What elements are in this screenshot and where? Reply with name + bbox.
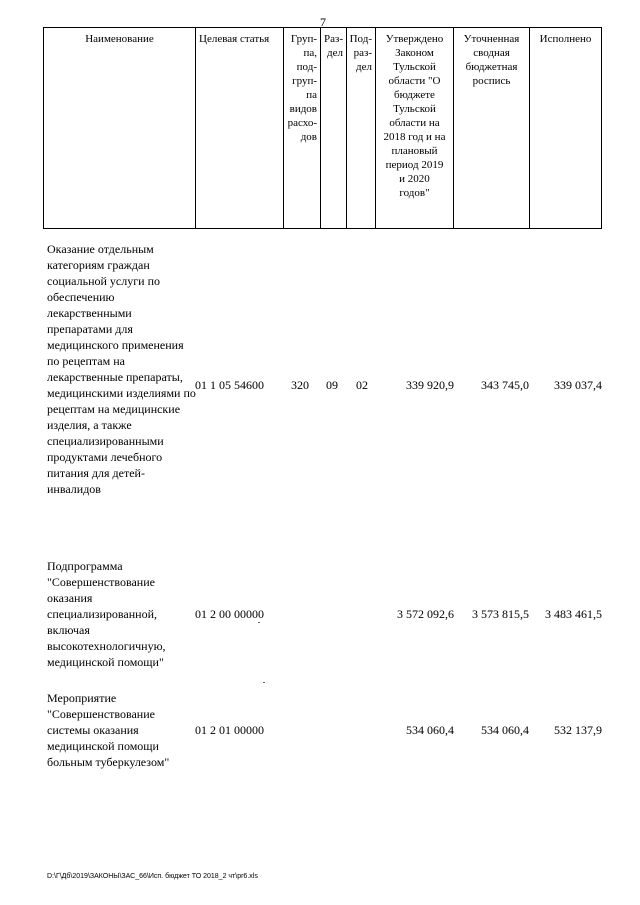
row-name: Оказание отдельным категориям граждан социальной услуги по обеспечению лекарственными препаратами для медицинского применения по рецептам на лекарственные препараты, медицинскими изделиями по рецептам на медицинские изделия, а также специализированными продуктами лечебного питания для детей-инвалидов	[47, 242, 196, 496]
header-approved: Утверждено Законом Тульской области "О бюджете Тульской области на 2018 год и на плановый период 2019 и 2020 годов"	[376, 28, 454, 229]
row-code: 01 2 01 00000	[195, 723, 264, 737]
header-target-article: Целевая статья	[196, 28, 284, 229]
row-name: Мероприятие "Совершенствование системы оказания медицинской помощи больным туберкулезом"	[47, 691, 170, 769]
row-refined: 343 745,0	[481, 378, 529, 392]
row-group: 320	[291, 378, 309, 392]
row-approved: 3 572 092,6	[397, 607, 454, 621]
row-approved: 339 920,9	[406, 378, 454, 392]
header-name: Наименование	[44, 28, 196, 229]
row-executed: 532 137,9	[554, 723, 602, 737]
header-section: Раз- дел	[321, 28, 347, 229]
row-approved: 534 060,4	[406, 723, 454, 737]
header-executed: Исполнено	[530, 28, 602, 229]
row-name: Подпрограмма "Совершенствование оказания специализированной, включая высокотехнологичную, медицинской помощи"	[47, 559, 166, 669]
row-code: 01 1 05 54600	[195, 378, 264, 392]
row-executed: 339 037,4	[554, 378, 602, 392]
row-executed: 3 483 461,5	[545, 607, 602, 621]
file-path-footer: D:\Г\Дб\2019\ЗАКОНЫ\ЗАС_66\Исп. бюджет ТО 2018_2 чт\pr6.xls	[47, 873, 258, 880]
row-refined: 3 573 815,5	[472, 607, 529, 621]
row-code: 01 2 00 00000	[195, 607, 264, 621]
row-subsection: 02	[356, 378, 368, 392]
row-refined: 534 060,4	[481, 723, 529, 737]
header-refined: Уточненная сводная бюджетная роспись	[454, 28, 530, 229]
table-header	[43, 27, 602, 229]
row-section: 09	[326, 378, 338, 392]
scan-speck	[263, 682, 265, 683]
scan-speck	[258, 622, 260, 623]
header-subsection: Под- раз- дел	[347, 28, 376, 229]
page-number: 7	[320, 15, 326, 29]
header-group: Груп- па, под- груп- па видов расхо- дов	[284, 28, 321, 229]
